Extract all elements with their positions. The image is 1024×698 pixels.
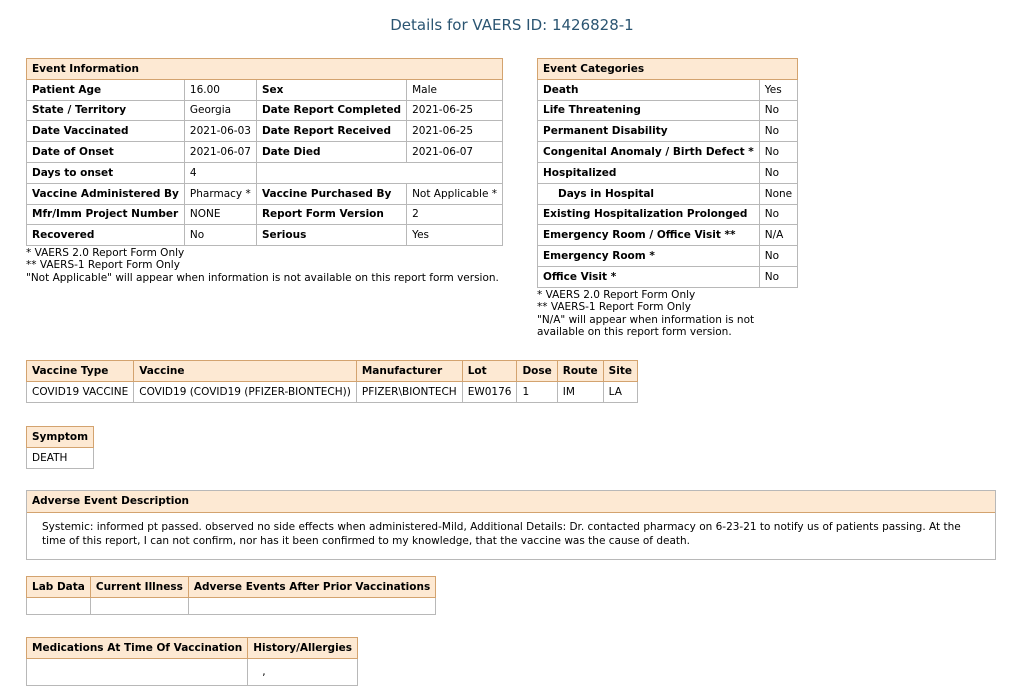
footnote: "N/A" will appear when information is not bbox=[537, 313, 755, 326]
table-cell: EW0176 bbox=[462, 381, 517, 402]
column-header: Vaccine bbox=[134, 361, 357, 382]
table-cell bbox=[27, 597, 91, 614]
event-information-table bbox=[26, 58, 503, 246]
footnote: ** VAERS-1 Report Form Only bbox=[26, 259, 180, 272]
table-cell: 1 bbox=[517, 381, 557, 402]
footnote: ** VAERS-1 Report Form Only bbox=[537, 301, 691, 314]
field-label: Mfr/Imm Project Number bbox=[27, 204, 185, 225]
table-row bbox=[27, 142, 503, 163]
field-label: Sex bbox=[256, 79, 406, 100]
column-header: Vaccine Type bbox=[27, 361, 134, 382]
table-row bbox=[538, 225, 798, 246]
column-header: Dose bbox=[517, 361, 557, 382]
table-cell bbox=[90, 597, 188, 614]
event-information-header: Event Information bbox=[27, 59, 503, 80]
field-label: Patient Age bbox=[27, 79, 185, 100]
symptom-header: Symptom bbox=[27, 427, 94, 448]
field-label: Recovered bbox=[27, 225, 185, 246]
category-label: Death bbox=[538, 79, 760, 100]
table-cell bbox=[188, 597, 435, 614]
column-header: Lab Data bbox=[27, 577, 91, 598]
field-label: Date Died bbox=[256, 142, 406, 163]
adverse-event-description-header: Adverse Event Description bbox=[27, 491, 995, 513]
table-cell: PFIZER\BIONTECH bbox=[356, 381, 462, 402]
table-row bbox=[27, 204, 503, 225]
table-row bbox=[27, 79, 503, 100]
field-value: Male bbox=[407, 79, 503, 100]
table-row bbox=[27, 225, 503, 246]
field-value: 2021-06-03 bbox=[184, 121, 256, 142]
field-value: 16.00 bbox=[184, 79, 256, 100]
category-label: Permanent Disability bbox=[538, 121, 760, 142]
field-value: Pharmacy * bbox=[184, 183, 256, 204]
field-label: Date Report Received bbox=[256, 121, 406, 142]
table-row bbox=[27, 381, 638, 402]
table-cell bbox=[27, 658, 248, 685]
category-value: No bbox=[759, 121, 797, 142]
table-row bbox=[538, 204, 798, 225]
field-value: Not Applicable * bbox=[407, 183, 503, 204]
table-cell: COVID19 VACCINE bbox=[27, 381, 134, 402]
symptom-value: DEATH bbox=[27, 447, 94, 468]
category-value: N/A bbox=[759, 225, 797, 246]
category-label: Emergency Room * bbox=[538, 246, 760, 267]
symptom-table bbox=[26, 426, 94, 469]
field-value: 2021-06-07 bbox=[407, 142, 503, 163]
category-label: Congenital Anomaly / Birth Defect * bbox=[538, 142, 760, 163]
table-row bbox=[538, 162, 798, 183]
table-cell: LA bbox=[603, 381, 637, 402]
column-header: History/Allergies bbox=[248, 638, 358, 659]
field-value: 2 bbox=[407, 204, 503, 225]
category-value: No bbox=[759, 266, 797, 287]
field-label: Date Report Completed bbox=[256, 100, 406, 121]
category-label: Hospitalized bbox=[538, 162, 760, 183]
footnote: available on this report form version. bbox=[537, 326, 732, 339]
table-cell: IM bbox=[557, 381, 603, 402]
category-value: No bbox=[759, 204, 797, 225]
column-header: Current Illness bbox=[90, 577, 188, 598]
table-row bbox=[27, 658, 358, 685]
column-header: Adverse Events After Prior Vaccinations bbox=[188, 577, 435, 598]
field-value: Georgia bbox=[184, 100, 256, 121]
field-label: Report Form Version bbox=[256, 204, 406, 225]
category-label: Days in Hospital bbox=[538, 183, 760, 204]
category-value: Yes bbox=[759, 79, 797, 100]
table-cell: COVID19 (COVID19 (PFIZER-BIONTECH)) bbox=[134, 381, 357, 402]
table-row bbox=[27, 597, 436, 614]
empty-cell bbox=[256, 162, 502, 183]
adverse-event-description bbox=[26, 490, 996, 560]
table-row bbox=[27, 183, 503, 204]
category-label: Existing Hospitalization Prolonged bbox=[538, 204, 760, 225]
category-value: None bbox=[759, 183, 797, 204]
field-value: 4 bbox=[184, 162, 256, 183]
field-value: 2021-06-07 bbox=[184, 142, 256, 163]
table-row bbox=[538, 183, 798, 204]
category-label: Office Visit * bbox=[538, 266, 760, 287]
table-row bbox=[27, 121, 503, 142]
table-row bbox=[27, 447, 94, 468]
medications-table bbox=[26, 637, 358, 686]
table-cell: , bbox=[248, 658, 358, 685]
field-value: No bbox=[184, 225, 256, 246]
table-row bbox=[538, 121, 798, 142]
table-row bbox=[538, 100, 798, 121]
table-row bbox=[27, 100, 503, 121]
field-value: NONE bbox=[184, 204, 256, 225]
event-information-notes bbox=[26, 247, 499, 284]
footnote: * VAERS 2.0 Report Form Only bbox=[537, 289, 696, 301]
table-row bbox=[538, 79, 798, 100]
footnote: "Not Applicable" will appear when information is not available on this report form version. bbox=[26, 271, 499, 284]
event-categories-notes bbox=[537, 289, 754, 339]
category-label: Life Threatening bbox=[538, 100, 760, 121]
field-label: Vaccine Administered By bbox=[27, 183, 185, 204]
adverse-event-description-text: Systemic: informed pt passed. observed no side effects when administered-Mild, Additional Details: Dr. contacted pharmacy on 6-23-21 to notify us of patients passing. At the time of this report, I can not confirm, nor has it been confirmed to my knowledge, that the vaccine was the cause of death. bbox=[42, 521, 961, 547]
field-value: 2021-06-25 bbox=[407, 121, 503, 142]
event-categories-table bbox=[537, 58, 798, 288]
table-row bbox=[538, 142, 798, 163]
footnote: * VAERS 2.0 Report Form Only bbox=[26, 247, 185, 259]
field-label: Date of Onset bbox=[27, 142, 185, 163]
field-label: Date Vaccinated bbox=[27, 121, 185, 142]
column-header: Manufacturer bbox=[356, 361, 462, 382]
category-label: Emergency Room / Office Visit ** bbox=[538, 225, 760, 246]
table-row bbox=[538, 246, 798, 267]
table-row bbox=[27, 162, 503, 183]
event-categories-header: Event Categories bbox=[538, 59, 798, 80]
column-header: Medications At Time Of Vaccination bbox=[27, 638, 248, 659]
field-label: Vaccine Purchased By bbox=[256, 183, 406, 204]
category-value: No bbox=[759, 162, 797, 183]
field-label: Days to onset bbox=[27, 162, 185, 183]
column-header: Lot bbox=[462, 361, 517, 382]
field-label: State / Territory bbox=[27, 100, 185, 121]
vaccine-table bbox=[26, 360, 638, 403]
field-value: Yes bbox=[407, 225, 503, 246]
table-row bbox=[538, 266, 798, 287]
category-value: No bbox=[759, 142, 797, 163]
page-title: Details for VAERS ID: 1426828-1 bbox=[390, 16, 634, 34]
column-header: Route bbox=[557, 361, 603, 382]
category-value: No bbox=[759, 100, 797, 121]
field-value: 2021-06-25 bbox=[407, 100, 503, 121]
column-header: Site bbox=[603, 361, 637, 382]
field-label: Serious bbox=[256, 225, 406, 246]
lab-data-table bbox=[26, 576, 436, 615]
category-value: No bbox=[759, 246, 797, 267]
